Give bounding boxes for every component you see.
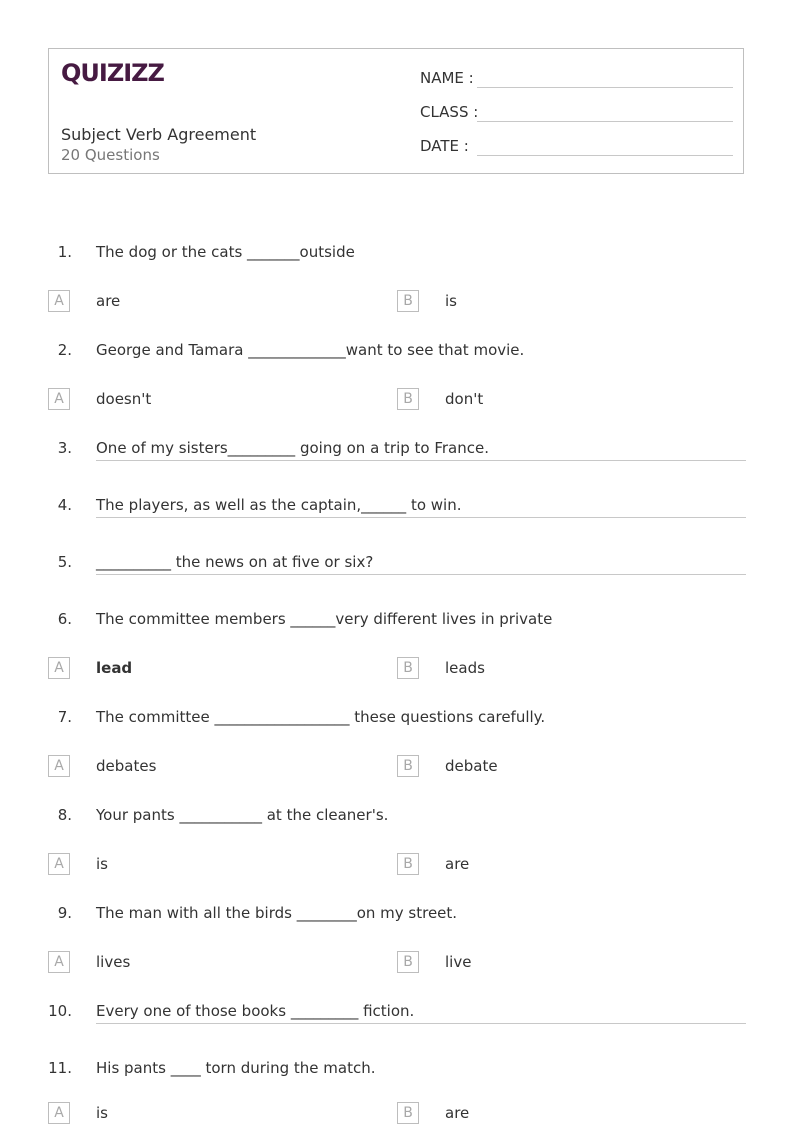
answer-line[interactable] [96,574,746,575]
question-text: His pants ____ torn during the match. [96,1059,376,1077]
option-letter-b: B [397,1102,419,1124]
date-line[interactable] [477,155,733,156]
question-number: 6. [57,610,72,628]
question-9 [0,901,794,925]
question-10 [0,999,794,1023]
worksheet-header [48,48,744,174]
option-text: don't [445,390,484,408]
question-text: __________ the news on at five or six? [96,553,374,571]
option-letter-b: B [397,853,419,875]
question-text: The committee members ______very different lives in private [96,610,553,628]
option-letter-a: A [48,657,70,679]
question-4 [0,493,794,517]
question-number: 4. [57,496,72,514]
name-field[interactable] [420,66,733,90]
question-number: 7. [57,708,72,726]
answer-line[interactable] [96,460,746,461]
class-line[interactable] [477,121,733,122]
option-letter-b: B [397,951,419,973]
question-text: Every one of those books _________ fiction. [96,1002,415,1020]
option-letter-a: A [48,951,70,973]
date-field[interactable] [420,134,733,158]
question-count: 20 Questions [61,146,160,164]
option-letter-b: B [397,388,419,410]
option-text: live [445,953,472,971]
question-number: 11. [48,1059,72,1077]
question-3 [0,436,794,460]
option-letter-a: A [48,1102,70,1124]
quizizz-logo: QUIZIZZ [61,59,164,87]
option-text: doesn't [96,390,152,408]
question-text: One of my sisters_________ going on a trip to France. [96,439,490,457]
question-text: The man with all the birds ________on my street. [96,904,458,922]
question-text: Your pants ___________ at the cleaner's. [96,806,389,824]
option-letter-a: A [48,755,70,777]
option-text: is [445,292,457,310]
option-text: debate [445,757,498,775]
question-1 [0,240,794,264]
worksheet-title: Subject Verb Agreement [61,125,257,144]
question-number: 9. [57,904,72,922]
answer-line[interactable] [96,1023,746,1024]
option-text: is [96,855,108,873]
option-text: leads [445,659,485,677]
question-text: George and Tamara _____________want to see that movie. [96,341,525,359]
question-number: 3. [57,439,72,457]
question-number: 10. [48,1002,72,1020]
option-text: lives [96,953,131,971]
option-letter-a: A [48,853,70,875]
question-text: The committee __________________ these questions carefully. [96,708,546,726]
option-text: are [445,855,470,873]
class-label: CLASS : [420,103,479,121]
option-text: are [96,292,121,310]
question-number: 2. [57,341,72,359]
question-number: 8. [57,806,72,824]
question-text: The players, as well as the captain,______ to win. [96,496,462,514]
option-letter-a: A [48,290,70,312]
option-letter-a: A [48,388,70,410]
option-letter-b: B [397,755,419,777]
question-11 [0,1056,794,1080]
question-number: 1. [57,243,72,261]
question-2 [0,338,794,362]
option-letter-b: B [397,657,419,679]
question-number: 5. [57,553,72,571]
option-text: are [445,1104,470,1122]
question-8 [0,803,794,827]
answer-line[interactable] [96,517,746,518]
option-letter-b: B [397,290,419,312]
question-5 [0,550,794,574]
question-6 [0,607,794,631]
date-label: DATE : [420,137,469,155]
option-text: is [96,1104,108,1122]
option-text: debates [96,757,157,775]
name-label: NAME : [420,69,474,87]
option-text: lead [96,659,133,677]
question-7 [0,705,794,729]
question-text: The dog or the cats _______outside [96,243,355,261]
class-field[interactable] [420,100,733,124]
name-line[interactable] [477,87,733,88]
